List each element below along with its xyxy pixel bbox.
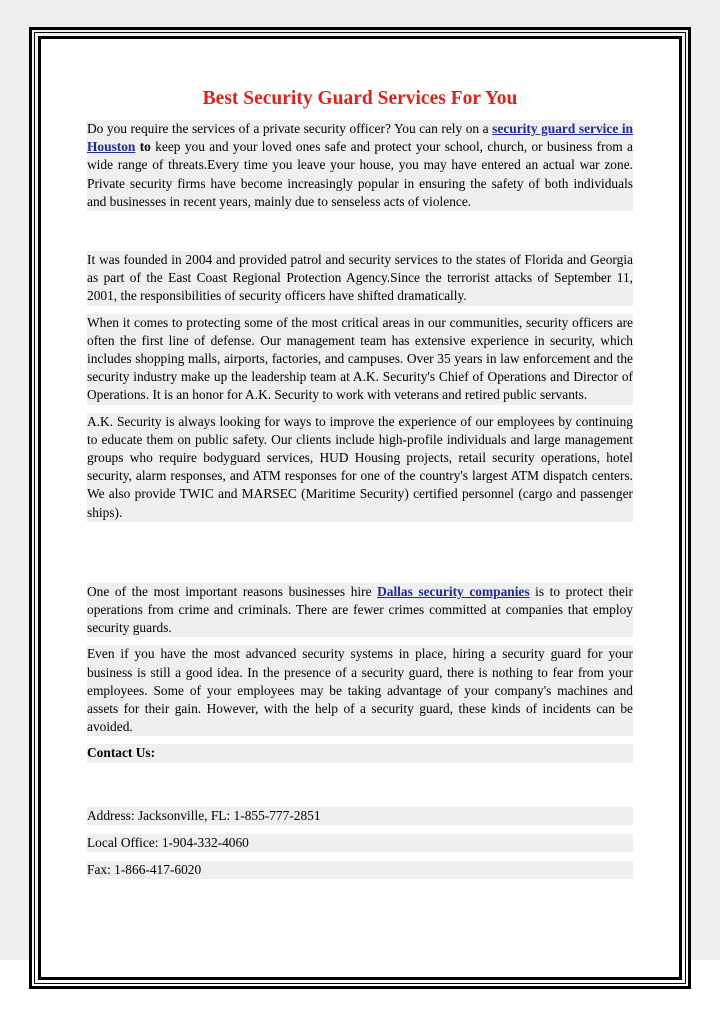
spacer [87,219,633,251]
paragraph-intro-text-end: keep you and your loved ones safe and protect your school, church, or business from a wide range of threats.Every time you leave your house, you may have entered an actual war zone. Private security firms have become increasingly popular in ensuring the safety of both individuals and businesses in recent years, mainly due to senseless acts of violence. [87,139,633,209]
paragraph-intro [87,120,633,211]
page-title: Best Security Guard Services For You [202,88,518,109]
paragraph-advice: Even if you have the most advanced security systems in place, hiring a security guard for your business is still a good idea. In the presence of a security guard, there is nothing to fear from your employees. Some of your employees may be taking advantage of your company's machines and assets for their gain. However, with the help of a security guard, these kinds of incidents can be avoided. [87,645,633,736]
dallas-security-link[interactable]: Dallas security companies [377,583,530,599]
paragraph-leadership: When it comes to protecting some of the most critical areas in our communities, security officers are often the first line of defense. Our management team has extensive experience in security, which includes shopping malls, airports, factories, and campuses. Over 35 years in law enforcement and the security industry make up the leadership team at A.K. Security's Chief of Operations and Director of Operations. It is an honor for A.K. Security to work with veterans and retired public servants. [87,314,633,405]
contact-address: Address: Jacksonville, FL: 1-855-777-2851 [87,807,633,825]
paragraph-reasons-text-start: One of the most important reasons businesses hire [87,583,378,599]
houston-security-link[interactable]: security guard service in Houston [87,121,633,155]
paragraph-reasons [87,583,633,638]
contact-heading: Contact Us: [87,744,633,762]
paragraph-intro-text-start: Do you require the services of a private security officer? You can rely on a [87,121,493,136]
paragraph-intro-bold-word: to [135,139,151,155]
document-body [87,86,633,888]
spacer [87,530,633,583]
paragraph-reasons-text-end: is to protect their operations from crime and criminals. There are fewer crimes committed at companies that employ security guards. [87,583,633,636]
spacer [87,771,633,807]
contact-local-office: Local Office: 1-904-332-4060 [87,834,633,852]
paragraph-services: A.K. Security is always looking for ways to improve the experience of our employees by continuing to educate them on public safety. Our clients include high-profile individuals and large management groups who require bodyguard services, HUD Housing projects, retail security operations, hotel security, alarm responses, and ATM responses for one of the country's largest ATM dispatch centers. We also provide TWIC and MARSEC (Maritime Security) certified personnel (cargo and passenger ships). [87,413,633,522]
contact-fax: Fax: 1-866-417-6020 [87,861,633,879]
paragraph-history: It was founded in 2004 and provided patrol and security services to the states of Florida and Georgia as part of the East Coast Regional Protection Agency.Since the terrorist attacks of September 11, 2001, the responsibilities of security officers have shifted dramatically. [87,251,633,306]
